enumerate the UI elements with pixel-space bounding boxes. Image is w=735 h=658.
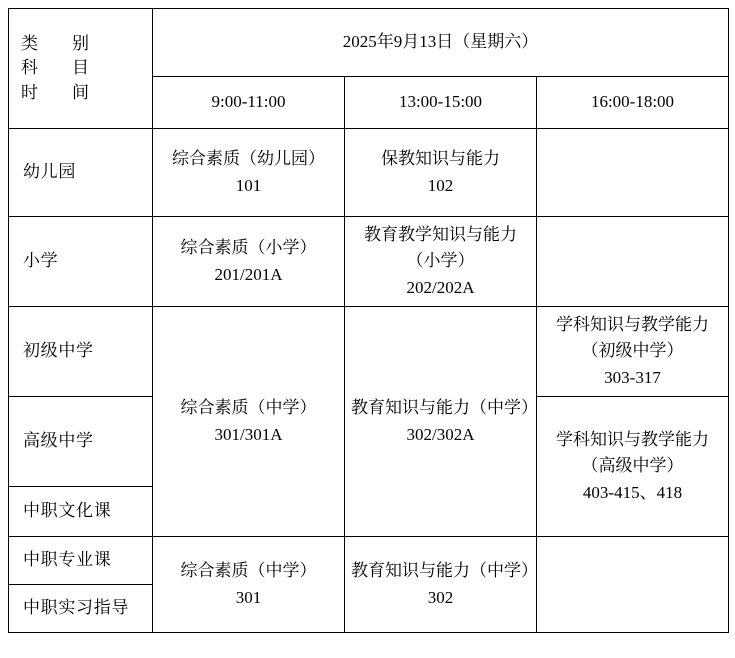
corner-label-subject: 科 目: [21, 58, 98, 78]
exam-schedule-table: [8, 8, 729, 633]
cell-subject: 教育教学知识与能力（小学）: [364, 224, 517, 271]
cell-code: 302/302A: [406, 424, 475, 444]
cell-subject: 综合素质（中学）: [180, 561, 317, 581]
header-timeslot-1: 9:00-11:00: [153, 77, 345, 129]
cell-kindergarten-evening: [537, 129, 729, 217]
cell-subject: 综合素质（中学）: [180, 398, 317, 418]
table-header-row-date: [9, 9, 729, 77]
cell-code: 301: [235, 587, 262, 607]
cell-code: 202/202A: [406, 277, 475, 297]
cell-vocational-afternoon: [345, 537, 537, 633]
cell-code: 201/201A: [214, 264, 283, 284]
cell-junior-high-evening: [537, 307, 729, 397]
header-date: 2025年9月13日（星期六）: [153, 9, 729, 77]
cell-primary-morning: [153, 217, 345, 307]
cell-kindergarten-morning: [153, 129, 345, 217]
cell-code: 302: [427, 587, 454, 607]
row-level-junior-high: 初级中学: [9, 307, 153, 397]
header-timeslot-3: 16:00-18:00: [537, 77, 729, 129]
cell-subject: 学科知识与教学能力（初级中学）: [556, 314, 709, 361]
cell-primary-afternoon: [345, 217, 537, 307]
cell-subject: 学科知识与教学能力（高级中学）: [556, 429, 709, 476]
row-level-vocational-culture: 中职文化课: [9, 487, 153, 537]
cell-subject: 综合素质（小学）: [180, 238, 317, 258]
cell-secondary-afternoon: [345, 307, 537, 537]
row-level-vocational-internship: 中职实习指导: [9, 585, 153, 633]
row-level-senior-high: 高级中学: [9, 397, 153, 487]
cell-kindergarten-afternoon: [345, 129, 537, 217]
cell-code: 303-317: [604, 367, 661, 387]
cell-subject: 保教知识与能力: [381, 149, 500, 169]
cell-senior-high-evening: [537, 397, 729, 537]
cell-code: 403-415、418: [582, 482, 683, 502]
corner-label-category: 类 别: [21, 33, 98, 53]
header-timeslot-2: 13:00-15:00: [345, 77, 537, 129]
row-level-vocational-major: 中职专业课: [9, 537, 153, 585]
table-row: [9, 217, 729, 307]
cell-subject: 教育知识与能力（中学）: [351, 561, 538, 581]
cell-secondary-morning: [153, 307, 345, 537]
exam-schedule-page: [0, 8, 735, 658]
cell-code: 301/301A: [214, 424, 283, 444]
cell-vocational-evening: [537, 537, 729, 633]
header-corner-cell: [9, 9, 153, 129]
cell-primary-evening: [537, 217, 729, 307]
row-level-kindergarten: 幼儿园: [9, 129, 153, 217]
cell-subject: 综合素质（幼儿园）: [172, 149, 325, 169]
table-row: [9, 537, 729, 585]
cell-vocational-morning: [153, 537, 345, 633]
table-row: [9, 307, 729, 397]
row-level-primary: 小学: [9, 217, 153, 307]
cell-code: 101: [235, 175, 262, 195]
cell-subject: 教育知识与能力（中学）: [351, 398, 538, 418]
corner-label-time: 时 间: [21, 82, 98, 102]
cell-code: 102: [427, 175, 454, 195]
table-row: [9, 129, 729, 217]
